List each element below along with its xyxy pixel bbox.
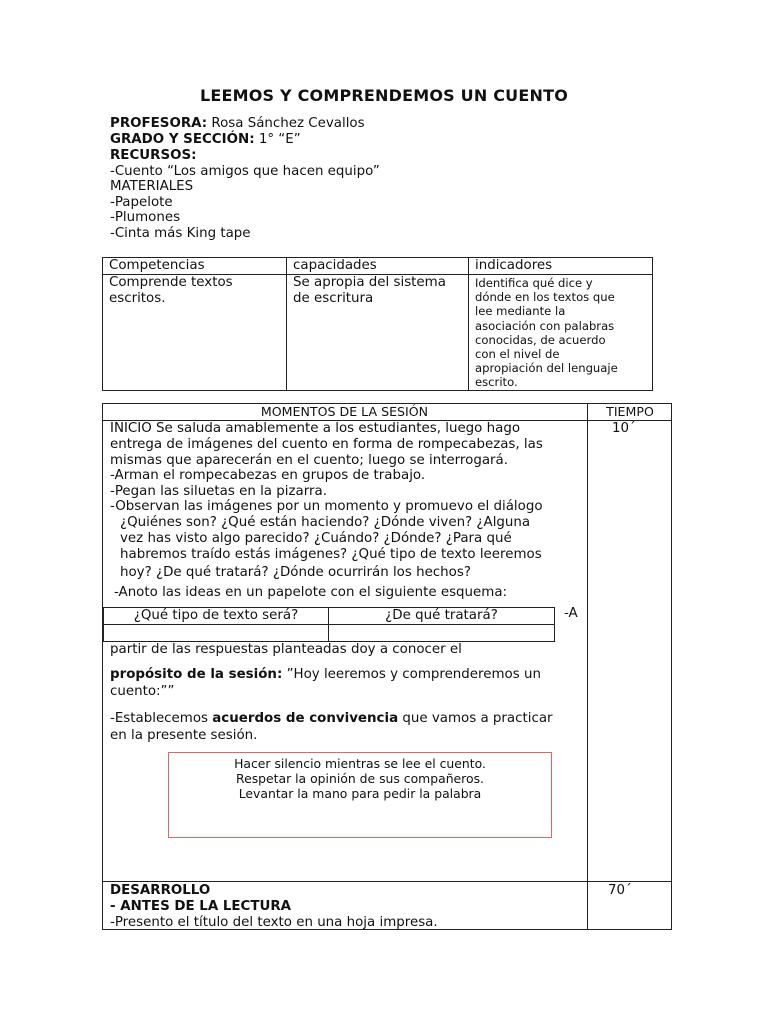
profesora-value: Rosa Sánchez Cevallos <box>207 116 365 131</box>
acuerdos-cont: en la presente sesión. <box>110 728 258 743</box>
inicio-line: INICIO Se saluda amablemente a los estudiantes, luego hago <box>110 421 521 436</box>
materiales-label: MATERIALES <box>110 179 194 194</box>
norma-item: Respetar la opinión de sus compañeros. <box>236 771 484 786</box>
inicio-line: -Anoto las ideas en un papelote con el siguiente esquema: <box>114 585 508 600</box>
page-title: LEEMOS Y COMPRENDEMOS UN CUENTO <box>199 86 568 105</box>
cell-competencia: Comprende textos escritos. <box>103 275 287 391</box>
material-item: -Papelote <box>110 195 173 210</box>
normas-box <box>168 752 552 838</box>
inicio-line: habremos traído estás imágenes? ¿Qué tipo de texto leeremos <box>120 547 542 562</box>
proposito-label: propósito de la sesión: <box>110 667 283 682</box>
column-divider <box>587 403 588 930</box>
esquema-cell <box>104 625 329 642</box>
cell-indicador: Identifica qué dice y dónde en los textos que lee mediante la asociación con palabras conocidas, de acuerdo con el nivel de apropiación del lenguaje escrito. <box>469 275 653 391</box>
header-momentos: MOMENTOS DE LA SESIÓN <box>260 404 429 419</box>
profesora-line <box>110 116 365 132</box>
inicio-line: -Pegan las siluetas en la pizarra. <box>110 484 327 499</box>
inicio-tiempo: 10´ <box>612 421 636 436</box>
esquema-table <box>103 607 555 642</box>
desarrollo-subtitle: - ANTES DE LA LECTURA <box>110 899 292 914</box>
inicio-line: -Arman el rompecabezas en grupos de trabajo. <box>110 468 426 483</box>
header-competencias: Competencias <box>103 258 287 275</box>
proposito-line <box>110 667 541 683</box>
competencias-table <box>102 257 653 391</box>
recurso-item: -Cuento “Los amigos que hacen equipo” <box>110 164 380 179</box>
profesora-label: PROFESORA: <box>110 116 208 131</box>
inicio-line: hoy? ¿De qué tratará? ¿Dónde ocurrirán los hechos? <box>120 565 471 580</box>
row-divider <box>102 881 672 882</box>
proposito-cont: cuento:”” <box>110 684 175 699</box>
desarrollo-line: -Presento el título del texto en una hoja impresa. <box>110 915 438 930</box>
esquema-cell <box>329 625 555 642</box>
recursos-label: RECURSOS: <box>110 148 197 163</box>
inicio-line: -Observan las imágenes por un momento y promuevo el diálogo <box>110 499 543 514</box>
esquema-header-tratara: ¿De qué tratará? <box>329 608 555 625</box>
partir-line: partir de las respuestas planteadas doy a conocer el <box>110 642 462 657</box>
material-item: -Plumones <box>110 210 181 225</box>
inicio-line: vez has visto algo parecido? ¿Cuándo? ¿Dónde? ¿Para qué <box>120 531 512 546</box>
inicio-line: ¿Quiénes son? ¿Qué están haciendo? ¿Dónde viven? ¿Alguna <box>120 515 531 530</box>
esquema-header-tipo: ¿Qué tipo de texto será? <box>104 608 329 625</box>
inicio-line: mismas que aparecerán en el cuento; luego se interrogará. <box>110 453 509 468</box>
material-item: -Cinta más King tape <box>110 226 251 241</box>
grado-value: 1° “E” <box>254 132 301 147</box>
acuerdos-line: -Establecemos acuerdos de convivencia que vamos a practicar <box>110 711 553 726</box>
after-esquema: -A <box>564 606 578 621</box>
norma-item: Levantar la mano para pedir la palabra <box>238 786 482 801</box>
cell-capacidad: Se apropia del sistema de escritura <box>287 275 469 391</box>
grado-label: GRADO Y SECCIÓN: <box>110 132 255 147</box>
norma-item: Hacer silencio mientras se lee el cuento. <box>234 756 486 771</box>
acuerdos-bold: acuerdos de convivencia <box>212 711 399 726</box>
desarrollo-tiempo: 70´ <box>608 883 632 898</box>
inicio-line: entrega de imágenes del cuento en forma de rompecabezas, las <box>110 437 543 452</box>
header-indicadores: indicadores <box>469 258 653 275</box>
desarrollo-title: DESARROLLO <box>110 883 211 898</box>
grado-line <box>110 132 301 148</box>
proposito-text: ”Hoy leeremos y comprenderemos un <box>282 667 541 682</box>
header-capacidades: capacidades <box>287 258 469 275</box>
header-tiempo: TIEMPO <box>606 404 654 419</box>
